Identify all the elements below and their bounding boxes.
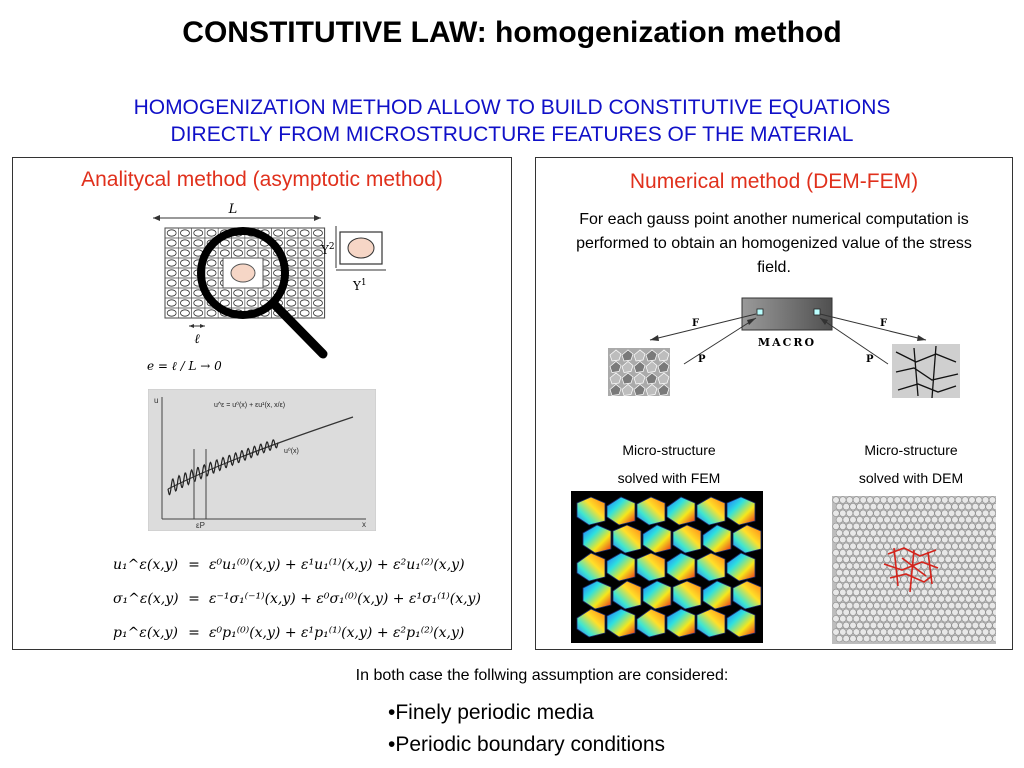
graph-eps-tick: εP (196, 521, 205, 530)
ell-label: ℓ (194, 332, 200, 347)
slide-title: CONSTITUTIVE LAW: homogenization method (182, 16, 842, 49)
assumptions-intro: In both case the follwing assumption are considered: (355, 667, 729, 684)
assumption-item: •Periodic boundary conditions (388, 733, 666, 756)
force-label-left: F (692, 318, 700, 329)
asymptotic-expansion-graph (148, 389, 376, 531)
pressure-label-left: P (698, 354, 706, 365)
dem-solution-image (832, 496, 996, 644)
y1-label: $Y^1$ (353, 278, 367, 293)
equation-displacement: u₁^ε(x,y) = ε⁰u₁⁽⁰⁾(x,y) + ε¹u₁⁽¹⁾(x,y) + ε²u₁⁽²⁾(x,y) (113, 557, 465, 573)
numerical-method-panel (535, 157, 1013, 650)
fem-micro-thumbnail (608, 348, 670, 396)
force-label-right: F (880, 318, 888, 329)
macro-micro-coupling-figure (596, 292, 996, 402)
numerical-method-description: For each gauss point another numerical computation is performed to obtain an homogenized value of the stress field. (576, 211, 972, 276)
assumption-item: •Finely periodic media (388, 701, 594, 724)
fem-micro-label: Micro-structure solved with FEM (617, 442, 721, 486)
length-L-label: L (228, 202, 238, 217)
equation-stress: σ₁^ε(x,y) = ε⁻¹σ₁⁽⁻¹⁾(x,y) + ε⁰σ₁⁽⁰⁾(x,y) + ε¹σ₁⁽¹⁾(x,y) (113, 591, 481, 607)
subtitle-line-1: HOMOGENIZATION METHOD ALLOW TO BUILD CONSTITUTIVE EQUATIONS (133, 96, 891, 119)
graph-x-axis-label: x (362, 520, 366, 529)
analytical-method-heading: Analitycal method (asymptotic method) (81, 168, 443, 191)
subtitle-line-2: DIRECTLY FROM MICROSTRUCTURE FEATURES OF THE MATERIAL (170, 123, 854, 146)
scale-ratio-formula: e = ℓ / L → 0 (147, 359, 222, 373)
graph-u0-label: u⁰(x) (284, 448, 299, 455)
graph-expansion-label: u^ε = u⁰(x) + εu¹(x, x/ε) (214, 402, 286, 409)
graph-u-axis-label: u (154, 396, 159, 405)
numerical-method-heading: Numerical method (DEM-FEM) (629, 170, 919, 193)
dem-micro-label: Micro-structure solved with DEM (858, 442, 964, 486)
analytical-method-panel (12, 157, 512, 650)
macro-label: MACRO (757, 336, 817, 349)
slide-subtitle (0, 94, 1024, 148)
periodic-microstructure-figure (143, 196, 413, 386)
pressure-label-right: P (866, 354, 874, 365)
assumptions-list (388, 697, 665, 761)
fem-solution-image (571, 491, 763, 643)
y2-label: $Y^2$ (321, 242, 335, 257)
equation-pressure: p₁^ε(x,y) = ε⁰p₁⁽⁰⁾(x,y) + ε¹p₁⁽¹⁾(x,y) + ε²p₁⁽²⁾(x,y) (113, 625, 465, 641)
dem-micro-thumbnail (892, 344, 960, 398)
